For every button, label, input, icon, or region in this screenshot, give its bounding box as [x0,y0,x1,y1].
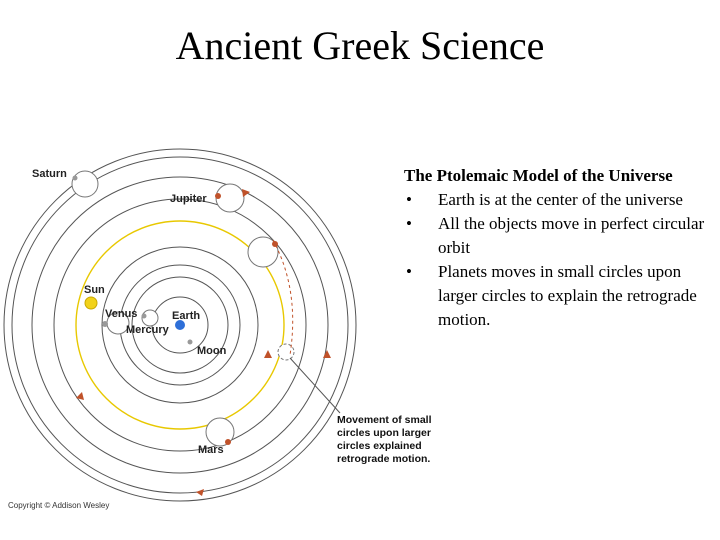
model-heading: The Ptolemaic Model of the Universe [404,166,673,185]
bullet-item [404,212,714,260]
slide-title: Ancient Greek Science [175,23,545,68]
saturn-epicycle [72,171,98,197]
bullet-text: All the objects move in perfect circular orbit [438,214,705,257]
label-mercury: Mercury [126,324,169,336]
label-jupiter: Jupiter [170,193,207,205]
mars-body-lower [225,439,231,445]
description-block [404,164,714,332]
bullet-symbol: • [406,190,412,209]
arrow-left [76,392,84,400]
venus-body [102,321,108,327]
bullet-text: Earth is at the center of the universe [438,190,683,209]
copyright-text: Copyright © Addison Wesley [8,501,110,510]
bullet-item [404,188,714,212]
sun-body [85,297,97,309]
note-pointer-line [290,358,340,413]
moon-body [188,340,193,345]
saturn-body [73,176,78,181]
label-mars: Mars [198,444,224,456]
bullet-list [404,188,714,332]
mars-body [272,241,278,247]
jupiter-body [215,193,221,199]
arrow-top [242,189,250,197]
mercury-body [142,314,147,319]
label-saturn: Saturn [32,168,67,180]
note-line-3: circles explained [337,440,422,452]
bullet-symbol: • [406,214,412,233]
label-sun: Sun [84,284,105,296]
bullet-symbol: • [406,262,412,281]
note-line-4: retrograde motion. [337,453,431,465]
arrow-right [323,350,331,358]
label-earth: Earth [172,310,201,322]
bullet-item [404,260,714,332]
ptolemaic-diagram [0,140,470,520]
label-moon: Moon [197,345,227,357]
arrow-bottom [196,489,204,496]
label-venus: Venus [105,308,138,320]
arrow-up-right [264,350,272,358]
bullet-text: Planets moves in small circles upon larger circles to explain the retrograde motion. [438,262,697,329]
note-line-2: circles upon larger [337,427,431,439]
retrograde-note [337,414,432,465]
note-line-1: Movement of small [337,414,432,426]
